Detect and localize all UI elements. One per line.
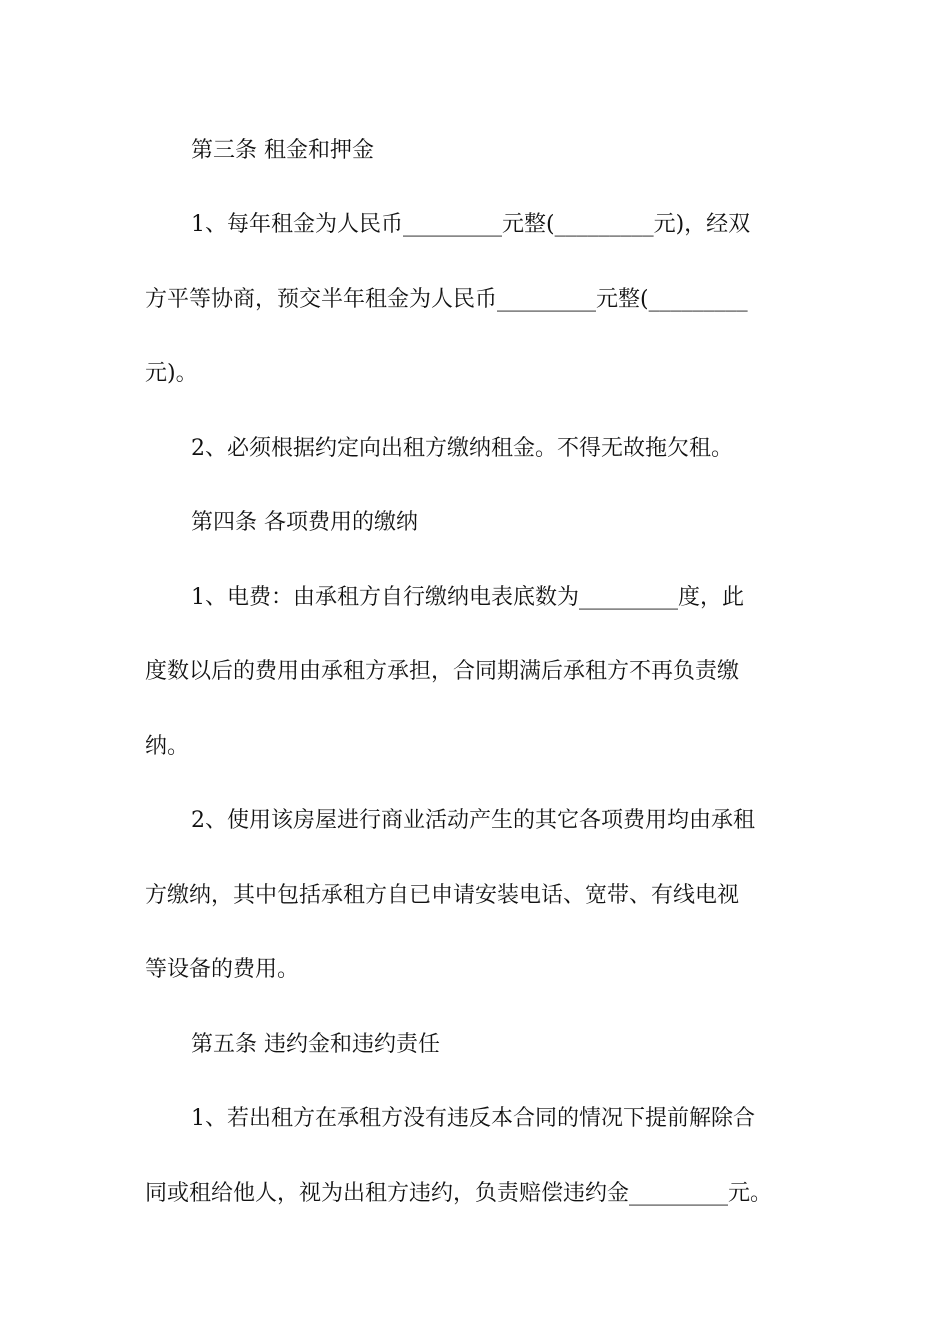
- paragraph-line: 方缴纳，其中包括承租方自已申请安装电话、宽带、有线电视: [145, 883, 740, 908]
- paragraph-line: 1、若出租方在承租方没有违反本合同的情况下提前解除合: [191, 1106, 755, 1131]
- article-4-heading: 第四条 各项费用的缴纳: [191, 510, 418, 535]
- paragraph-line: 等设备的费用。: [145, 957, 300, 982]
- paragraph-line: 1、每年租金为人民币_________元整(_________元)，经双: [191, 212, 751, 237]
- paragraph-line: 度数以后的费用由承租方承担，合同期满后承租方不再负责缴: [145, 659, 740, 684]
- paragraph-line: 方平等协商，预交半年租金为人民币_________元整(_________: [145, 287, 748, 312]
- article-5-heading: 第五条 违约金和违约责任: [191, 1032, 440, 1057]
- paragraph-line: 1、电费：由承租方自行缴纳电表底数为_________度，此: [191, 585, 744, 610]
- paragraph-line: 同或租给他人，视为出租方违约，负责赔偿违约金_________元。: [145, 1181, 773, 1206]
- article-3-heading: 第三条 租金和押金: [191, 138, 374, 163]
- paragraph-line: 元)。: [145, 361, 198, 386]
- paragraph-line: 2、必须根据约定向出租方缴纳租金。不得无故拖欠租。: [191, 436, 733, 461]
- paragraph-line: 2、使用该房屋进行商业活动产生的其它各项费用均由承租: [191, 808, 755, 833]
- paragraph-line: 纳。: [145, 734, 190, 759]
